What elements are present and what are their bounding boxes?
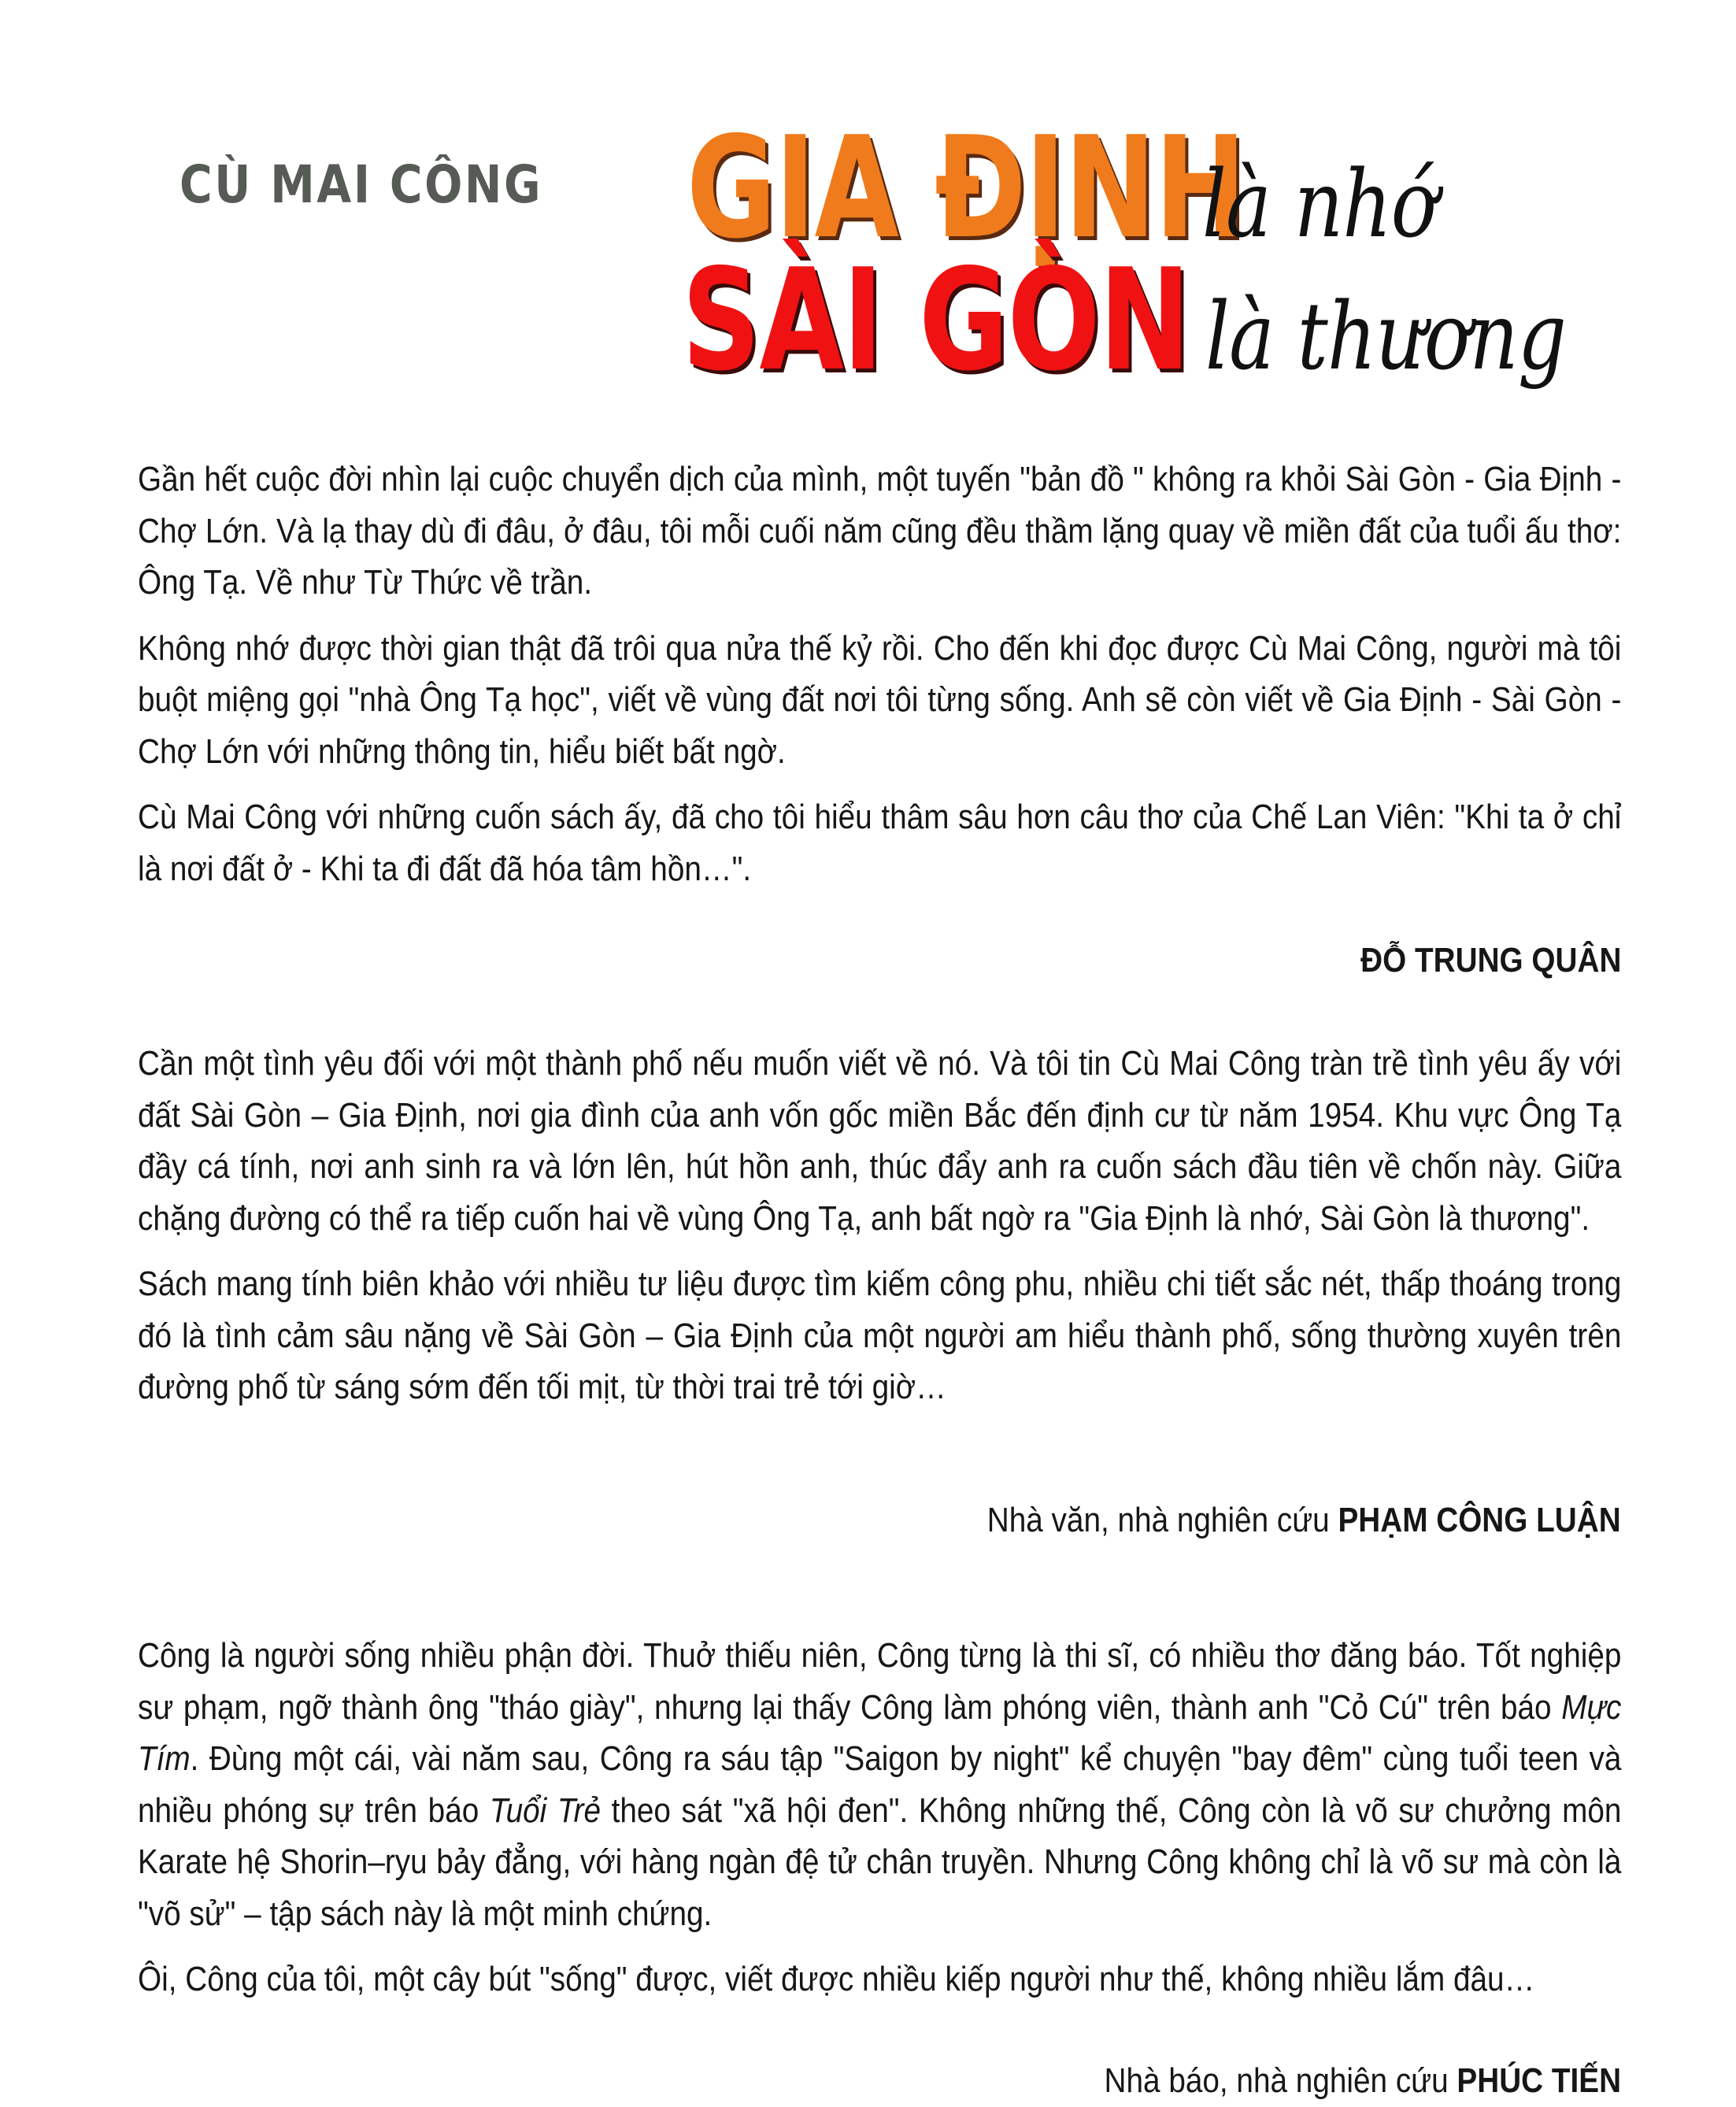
author-name: CÙ MAI CÔNG (180, 154, 543, 215)
review-3 (138, 1630, 1622, 2005)
title-la-thuong: là thương (1205, 282, 1567, 391)
title-la-nho: là nhớ (1202, 150, 1437, 258)
title-sai-gon: SÀI GÒN (682, 239, 1190, 402)
review-2-signature (901, 1501, 1621, 1540)
title-gia-dinh: GIA ĐỊNH (687, 106, 1246, 269)
newspaper-muc-tim: Mực Tím (138, 1687, 1622, 1778)
reviewer-name: ĐỖ TRUNG QUÂN (1360, 941, 1621, 979)
review-1-paragraph-3: Cù Mai Công với những cuốn sách ấy, đã cho tôi hiểu thâm sâu hơn câu thơ của Chế Lan Viên: "Khi ta ở chỉ là nơi đất ở - Khi ta đi đất đã hóa tâm hồn…". (138, 798, 1622, 888)
title-line-1 (687, 106, 1488, 269)
review-1-signature (1325, 941, 1621, 980)
review-3-paragraph-1: Công là người sống nhiều phận đời. Thuở thiếu niên, Công từng là thi sĩ, có nhiều thơ đăng báo. Tốt nghiệp sư phạm, ngỡ thành ông "tháo giày", nhưng lại thấy Công làm phóng viên, thành anh "Cỏ Cú" trên báo Mực Tím. Đùng một cái, vài năm sau, Công ra sáu tập "Saigon by night" kể chuyện "bay đêm" cùng tuổi teen và nhiều phóng sự trên báo Tuổi Trẻ theo sát "xã hội đen". Không những thế, Công còn là võ sư chưởng môn Karate hệ Shorin–ryu bảy đẳng, với hàng ngàn đệ tử chân truyền. Nhưng Công không chỉ là võ sư mà còn là "võ sử" – tập sách này là một minh chứng. (138, 1636, 1622, 1933)
review-2-paragraph-2: Sách mang tính biên khảo với nhiều tư liệu được tìm kiếm công phu, nhiều chi tiết sắc nét, thấp thoáng trong đó là tình cảm sâu nặng về Sài Gòn – Gia Định của một người am hiểu thành phố, sống thường xuyên trên đường phố từ sáng sớm đến tối mịt, từ thời trai trẻ tới giờ… (138, 1265, 1622, 1406)
review-2 (138, 1038, 1622, 1413)
reviewer-name: PHÚC TIẾN (1457, 2061, 1621, 2100)
review-2-paragraph-1: Cần một tình yêu đối với một thành phố nếu muốn viết về nó. Và tôi tin Cù Mai Công tràn trề tình yêu ấy với đất Sài Gòn – Gia Định, nơi gia đình của anh vốn gốc miền Bắc đến định cư từ năm 1954. Khu vực Ông Tạ đầy cá tính, nơi anh sinh ra và lớn lên, hút hồn anh, thúc đẩy anh ra cuốn sách đầu tiên về chốn này. Giữa chặng đường có thể ra tiếp cuốn hai về vùng Ông Tạ, anh bất ngờ ra "Gia Định là nhớ, Sài Gòn là thương". (138, 1044, 1622, 1238)
review-1 (138, 454, 1622, 894)
reviewer-role: Nhà báo, nhà nghiên cứu (1104, 2061, 1449, 2100)
review-1-paragraph-1: Gần hết cuộc đời nhìn lại cuộc chuyển dịch của mình, một tuyến "bản đồ " không ra khỏi Sài Gòn - Gia Định - Chợ Lớn. Và lạ thay dù đi đâu, ở đâu, tôi mỗi cuối năm cũng đều thầm lặng quay về miền đất của tuổi ấu thơ: Ông Tạ. Về như Từ Thức về trần. (138, 460, 1622, 602)
title-line-2 (682, 239, 1645, 402)
reviewer-name: PHẠM CÔNG LUẬN (1338, 1501, 1621, 1539)
newspaper-tuoi-tre: Tuổi Trẻ (489, 1790, 601, 1830)
review-1-paragraph-2: Không nhớ được thời gian thật đã trôi qua nửa thế kỷ rồi. Cho đến khi đọc được Cù Mai Công, người mà tôi buột miệng gọi "nhà Ông Tạ học", viết về vùng đất nơi tôi từng sống. Anh sẽ còn viết về Gia Định - Sài Gòn - Chợ Lớn với những thông tin, hiểu biết bất ngờ. (138, 628, 1622, 771)
review-3-signature (1034, 2061, 1621, 2101)
review-3-paragraph-2: Ôi, Công của tôi, một cây bút "sống" được, viết được nhiều kiếp người như thế, không nhiều lắm đâu… (138, 1960, 1535, 1998)
reviewer-role: Nhà văn, nhà nghiên cứu (987, 1501, 1331, 1539)
